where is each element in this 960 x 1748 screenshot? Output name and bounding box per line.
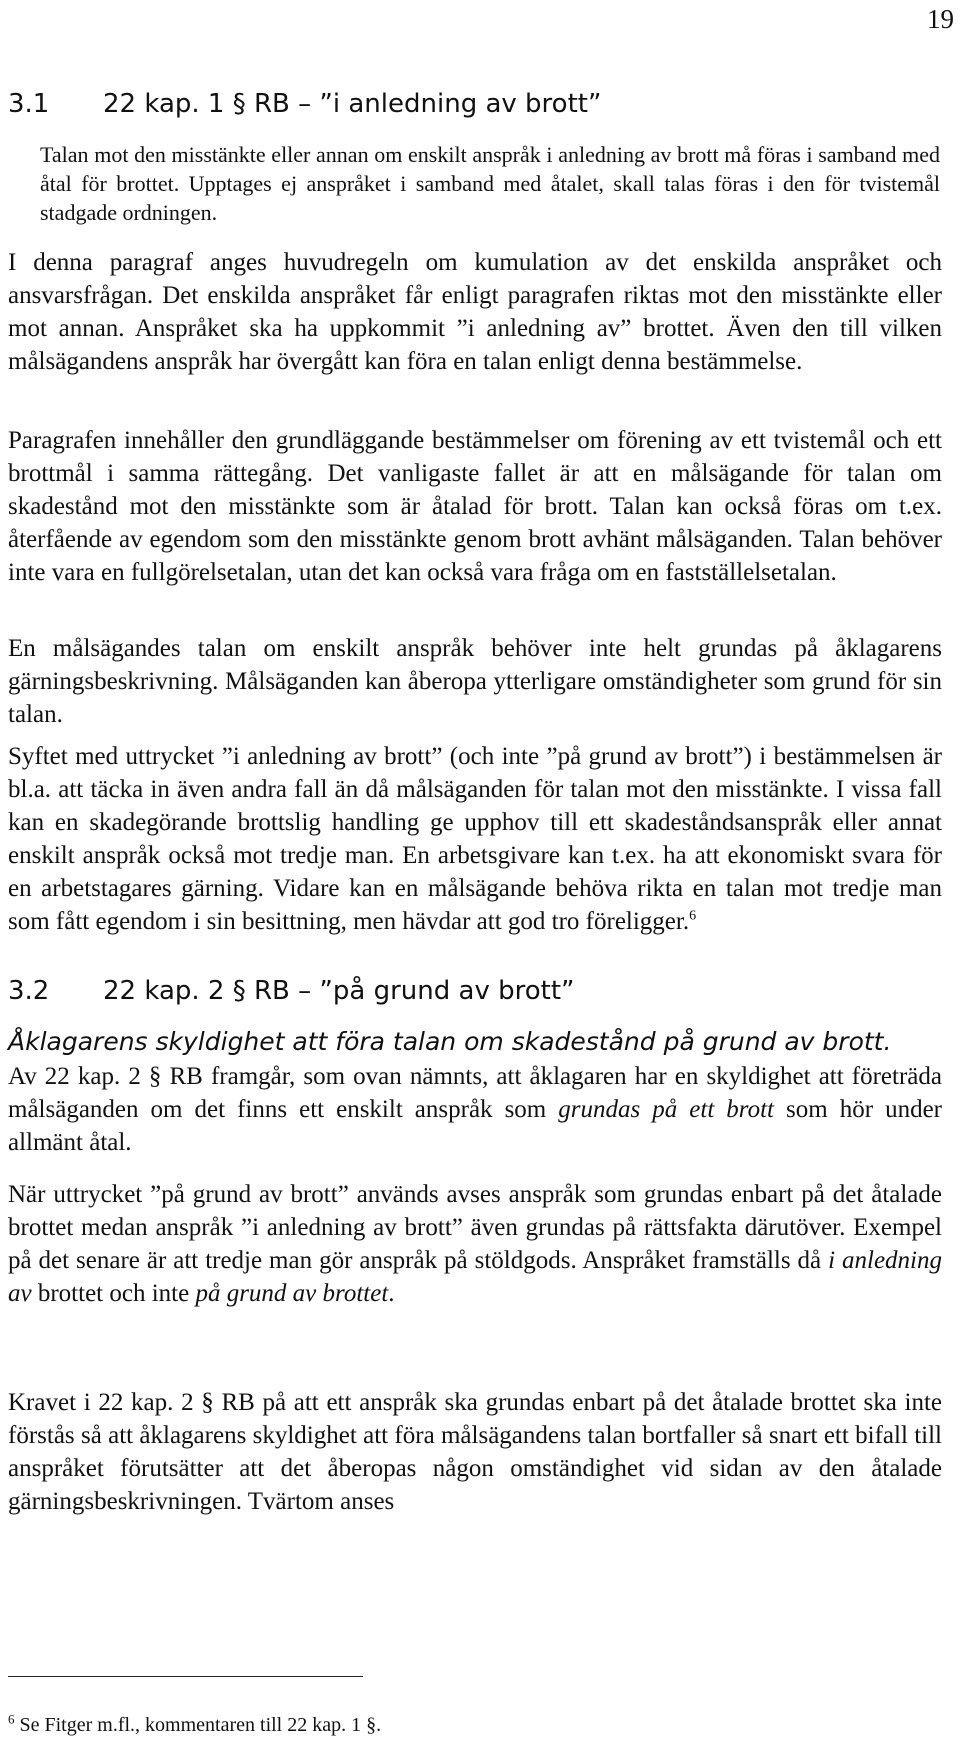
paragraph-1: I denna paragraf anges huvudregeln om kumulation av det enskilda anspråket och ansvarsfrågan. Det enskilda anspråket får enligt paragrafen riktas mot den misstänkte eller mot annan. Anspråket ska ha uppkommit ”i anledning av” brottet. Även den till vilken målsägandens anspråk har övergått kan föra en talan enligt denna bestämmelse. <box>8 249 942 375</box>
paragraph-5-end: som hör under allmänt åtal. <box>8 1096 942 1156</box>
paragraph-6-mid: brottet och inte <box>31 1280 196 1307</box>
emphasis: i anledning av <box>8 1247 943 1307</box>
paragraph-6 <box>8 1178 942 1310</box>
paragraph-5 <box>8 1060 942 1159</box>
paragraph-7: Kravet i 22 kap. 2 § RB på att ett anspråk ska grundas enbart på det åtalade brottet ska inte förstås så att åklagarens skyldighet att föra målsägandens talan bortfaller så snart ett bifall till anspråket förutsätter att det åberopas någon omständighet vid sidan av den åtalade gärningsbeskrivningen. Tvärtom anses <box>8 1389 942 1515</box>
section-heading-3-1 <box>8 89 601 119</box>
emphasis: på grund av brottet <box>195 1280 389 1307</box>
section-number: 3.1 <box>8 89 50 119</box>
section-title: 22 kap. 1 § RB – ”i anledning av brott” <box>103 89 602 119</box>
paragraph-2: Paragrafen innehåller den grundläggande bestämmelser om förening av ett tvistemål och ett brottmål i samma rättegång. Det vanligaste fallet är att en målsägande för talan om skadestånd mot den misstänkte som är åtalad för brott. Talan kan också föras om t.ex. återfående av egendom som den misstänkte genom brott avhänt målsäganden. Talan behöver inte vara en fullgörelsetalan, utan det kan också vara fråga om en fastställelsetalan. <box>8 427 942 586</box>
paragraph-6-text: När uttrycket ”på grund av brott” används avses anspråk som grundas enbart på det åtalade brottet medan anspråk ”i anledning av brott” även grundas på rättsfakta därutöver. Exempel på det senare är att tredje man gör anspråk på stöldgods. Anspråket framställs då <box>8 1181 942 1274</box>
footnote <box>8 1711 382 1737</box>
paragraph-4-text: Syftet med uttrycket ”i anledning av brott” (och inte ”på grund av brott”) i bestämmelsen är bl.a. att täcka in även andra fall än då målsäganden för talan mot den misstänkte. I vissa fall kan en skadegörande brottslig handling ge upphov till ett skadeståndsanspråk eller annat enskilt anspråk också mot tredje man. En arbetsgivare kan t.ex. ha att ekonomiskt svara för en arbetstagares gärning. Vidare kan en målsägande behöva rikta en talan mot tredje man som fått egendom i sin besittning, men hävdar att god tro föreligger. <box>8 743 942 935</box>
paragraph-5-text: Av 22 kap. 2 § RB framgår, som ovan nämnts, att åklagaren har en skyldighet att företräda målsäganden om det finns ett enskilt anspråk som <box>8 1063 942 1123</box>
paragraph-4 <box>8 740 942 938</box>
statute-quote: Talan mot den misstänkte eller annan om enskilt anspråk i anledning av brott må föras i samband med åtal för brottet. Upptages ej anspråket i samband med åtalet, skall talas föras i den för tvistemål stadgade ordningen. <box>40 142 940 225</box>
paragraph-6-end: . <box>388 1280 395 1307</box>
footnote-reference: 6 <box>689 908 697 924</box>
footnote-number: 6 <box>8 1711 15 1727</box>
footnote-text: Se Fitger m.fl., kommentaren till 22 kap. 1 §. <box>19 1714 382 1736</box>
emphasis: grundas på ett brott <box>558 1096 774 1123</box>
section-number: 3.2 <box>8 976 50 1006</box>
subheading: Åklagarens skyldighet att föra talan om skadestånd på grund av brott. <box>8 1027 892 1056</box>
section-title: 22 kap. 2 § RB – ”på grund av brott” <box>103 976 575 1006</box>
section-heading-3-2 <box>8 976 574 1006</box>
page-number: 19 <box>927 4 954 34</box>
footnote-separator <box>8 1676 363 1677</box>
paragraph-3: En målsägandes talan om enskilt anspråk behöver inte helt grundas på åklagarens gärningsbeskrivning. Målsäganden kan åberopa ytterligare omständigheter som grund för sin talan. <box>8 635 942 728</box>
